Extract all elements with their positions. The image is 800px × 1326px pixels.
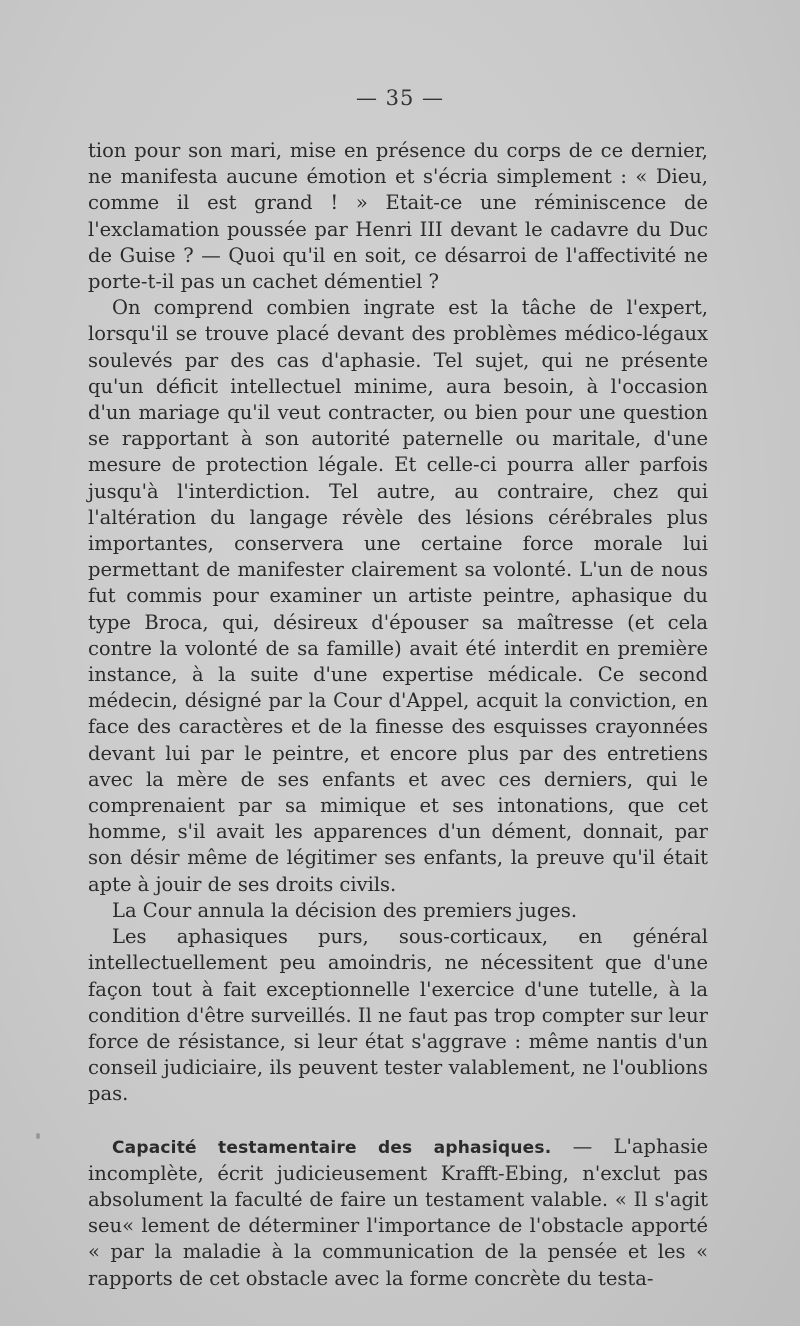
section-body: — L'aphasie incomplète, écrit judicieusement Krafft-Ebing, n'exclut pas absolument la faculté de faire un testament valable. « Il s'agit seu« lement de déterminer l'importance de l'obstacle apporté « par la maladie à la communication de la pensée et les « rapports de cet obstacle avec la forme concrète du testa- [88, 1134, 708, 1290]
section-heading: Capacité testamentaire des aphasiques. [112, 1137, 552, 1158]
paragraph-expert-task: On comprend combien ingrate est la tâche de l'expert, lorsqu'il se trouve placé devant des problèmes médico-légaux soulevés par des cas d'aphasie. Tel sujet, qui ne présente qu'un déficit intellectuel minime, aura besoin, à l'occasion d'un mariage qu'il veut contracter, ou bien pour une question se rapportant à son autorité paternelle ou maritale, d'une mesure de protection légale. Et celle-ci pourra aller parfois jusqu'à l'interdiction. Tel autre, au contraire, chez qui l'altération du langage révèle des lésions cérébrales plus importantes, conservera une certaine force morale lui permettant de manifester clairement sa volonté. L'un de nous fut commis pour examiner un artiste peintre, aphasique du type Broca, qui, désireux d'épouser sa maîtresse (et cela contre la volonté de sa famille) avait été interdit en première instance, à la suite d'une expertise médicale. Ce second médecin, désigné par la Cour d'Appel, acquit la conviction, en face des caractères et de la finesse des esquisses crayonnées devant lui par le peintre, et encore plus par des entretiens avec la mère de ses enfants et avec ces derniers, qui le comprenaient par sa mimique et ses intonations, que cet homme, s'il avait les apparences d'un dément, donnait, par son désir même de légitimer ses enfants, la preuve qu'il était apte à jouir de ses droits civils. [88, 296, 708, 896]
paragraph-pure-aphasics: Les aphasiques purs, sous-corticaux, en général intellectuellement peu amoindris, ne nécessitent que d'une façon tout à fait exceptionnelle l'exercice d'une tutelle, à la condition d'être surveillés. Il ne faut pas trop compter sur leur force de résistance, si leur état s'aggrave : même nantis d'un conseil judiciaire, ils peuvent tester valablement, ne l'oublions pas. [88, 925, 708, 1106]
section-spacer [88, 1108, 708, 1134]
section-testamentary-capacity [88, 1134, 708, 1292]
page-number: — 35 — [355, 86, 445, 110]
body-text [88, 138, 708, 1292]
paragraph-court-decision: La Cour annula la décision des premiers juges. [112, 898, 578, 922]
margin-mark [36, 1133, 40, 1139]
paragraph-continuation: tion pour son mari, mise en présence du corps de ce dernier, ne manifesta aucune émotion et s'écria simplement : « Dieu, comme il est grand ! » Etait-ce une réminiscence de l'exclamation poussée par Henri III devant le cadavre du Duc de Guise ? — Quoi qu'il en soit, ce désarroi de l'affectivité ne porte-t-il pas un cachet démentiel ? [88, 139, 708, 294]
